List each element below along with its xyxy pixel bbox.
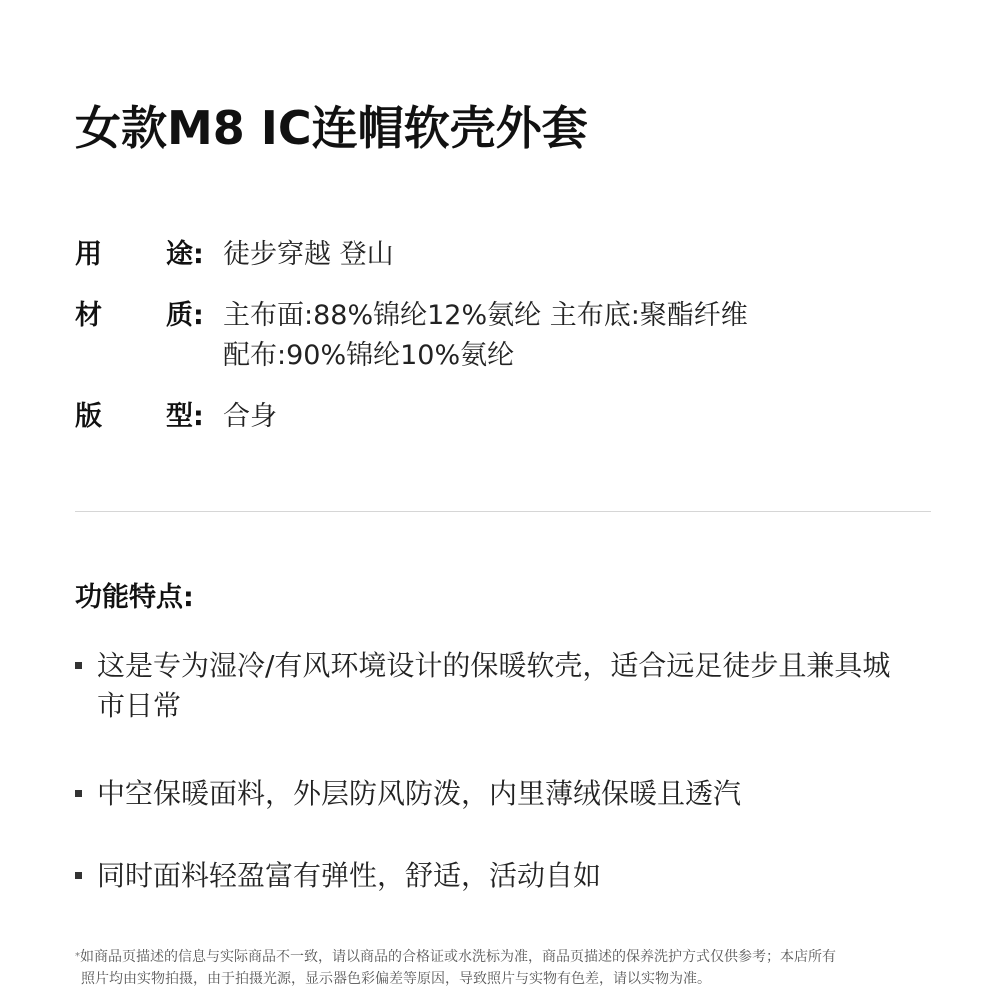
disclaimer-note: [75, 946, 955, 989]
feature-item: [75, 774, 975, 814]
feature-text-line: 中空保暖面料，外层防风防泼，内里薄绒保暖且透汽: [97, 777, 742, 810]
spec-label-last-char: 途:: [166, 239, 204, 270]
feature-text: [97, 856, 975, 896]
feature-item: [75, 646, 975, 726]
spec-label: [75, 296, 223, 336]
spec-label-last-char: 质:: [166, 300, 204, 331]
spec-label: [75, 397, 223, 437]
spec-list: [75, 235, 955, 437]
feature-text-line: 同时面料轻盈富有弹性，舒适，活动自如: [97, 859, 602, 892]
spec-value: [223, 235, 955, 275]
square-bullet-icon: [75, 872, 82, 879]
feature-text-line: 这是专为湿冷/有风环境设计的保暖软壳，适合远足徒步且兼具城: [97, 649, 891, 682]
product-title: 女款M8 IC连帽软壳外套: [75, 101, 588, 155]
feature-list: [75, 646, 975, 896]
spec-value-line: 配布:90%锦纶10%氨纶: [223, 340, 515, 371]
spec-row-material: [75, 296, 955, 376]
section-divider: [75, 511, 931, 512]
feature-text-line: 市日常: [97, 689, 182, 722]
feature-text: [97, 774, 975, 814]
disclaimer-text: 如商品页描述的信息与实际商品不一致，请以商品的合格证或水洗标为准，商品页描述的保养洗护方式仅供参考；本店所有: [80, 949, 836, 965]
disclaimer-line: 照片均由实物拍摄，由于拍摄光源，显示器色彩偏差等原因，导致照片与实物有色差，请以实物为准。: [81, 971, 711, 987]
spec-label-first-char: 材: [75, 300, 102, 331]
spec-value-line: 合身: [223, 401, 277, 432]
spec-label-last-char: 型:: [166, 401, 204, 432]
square-bullet-icon: [75, 662, 82, 669]
spec-label: [75, 235, 223, 275]
features-heading: 功能特点:: [75, 582, 194, 613]
feature-item: [75, 856, 975, 896]
asterisk-mark: *: [75, 951, 80, 962]
spec-row-usage: [75, 235, 955, 275]
disclaimer-line: [75, 946, 955, 968]
feature-text: [97, 646, 975, 726]
square-bullet-icon: [75, 790, 82, 797]
spec-value: [223, 296, 955, 376]
spec-value-line: 徒步穿越 登山: [223, 239, 394, 270]
spec-label-first-char: 版: [75, 401, 102, 432]
spec-value: [223, 397, 955, 437]
spec-value-line: 主布面:88%锦纶12%氨纶 主布底:聚酯纤维: [223, 300, 748, 331]
spec-row-fit: [75, 397, 955, 437]
spec-label-first-char: 用: [75, 239, 102, 270]
